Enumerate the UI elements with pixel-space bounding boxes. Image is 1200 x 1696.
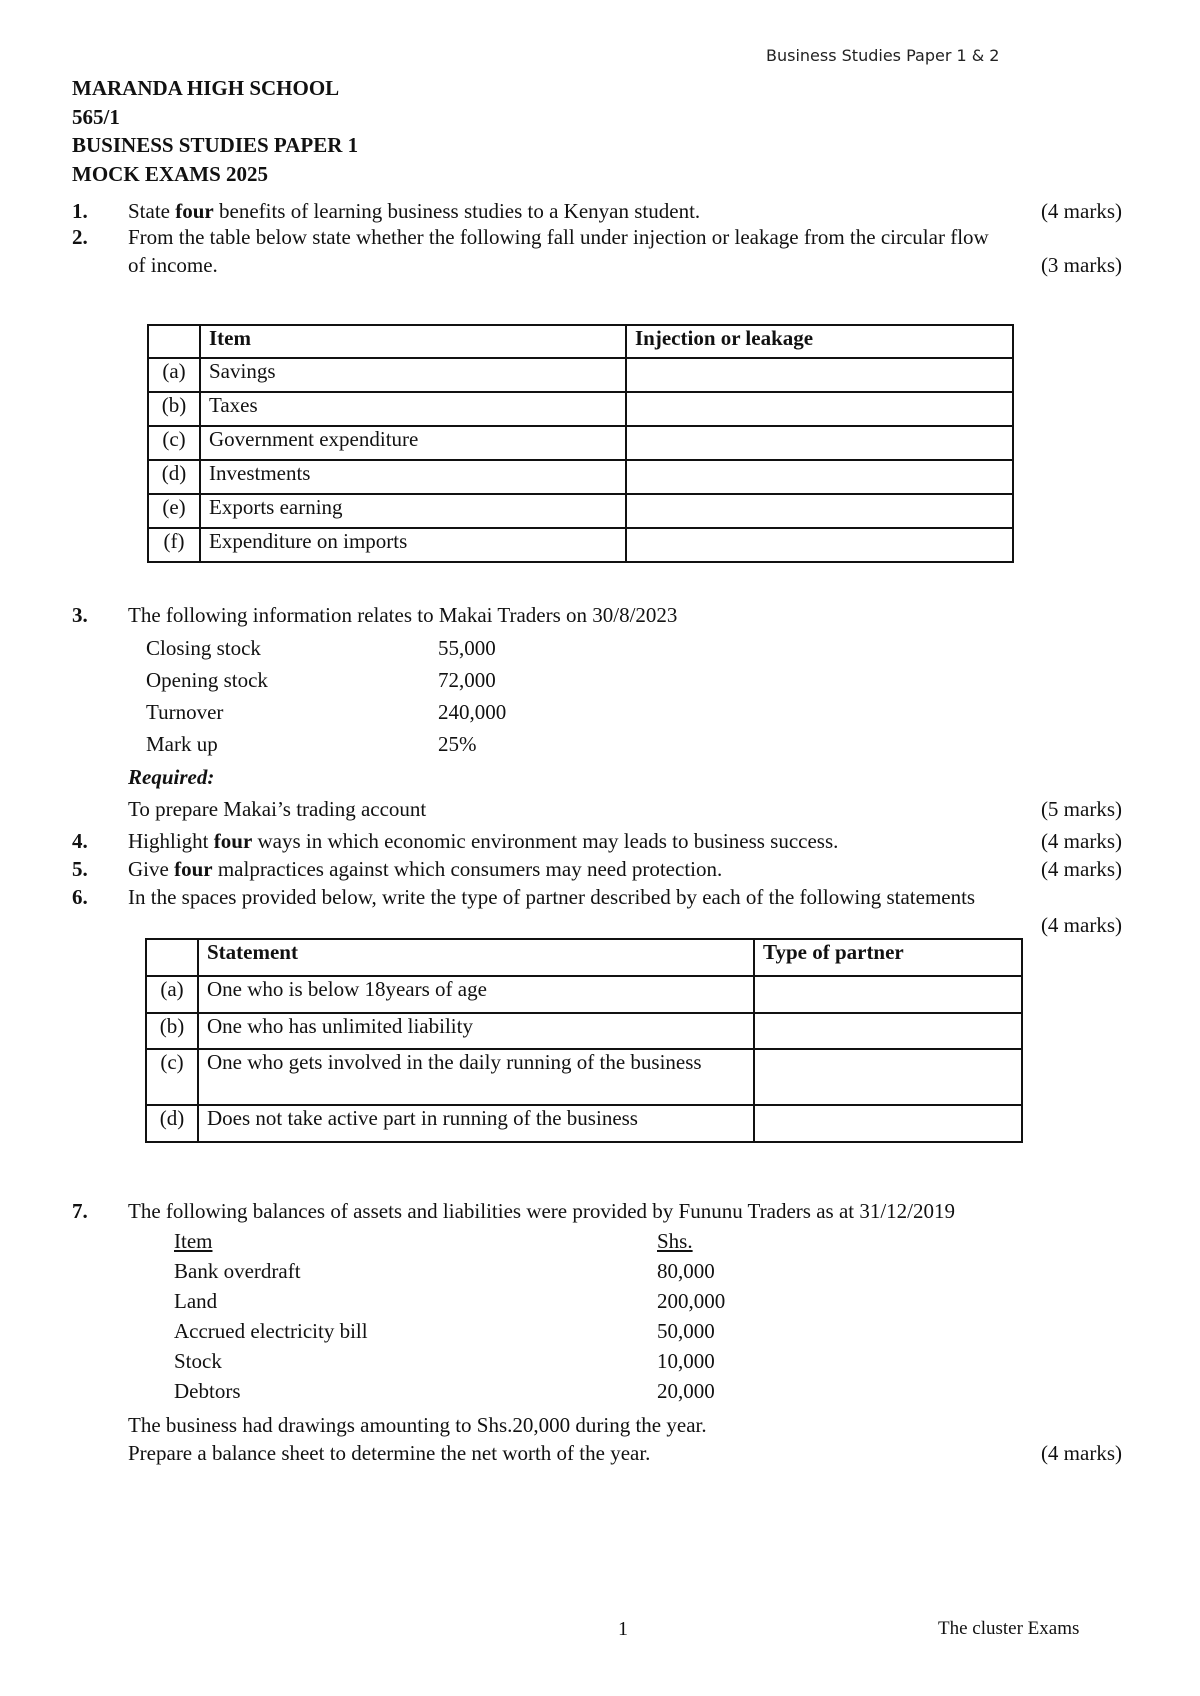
question-2 — [72, 224, 1122, 279]
item-label: Land — [174, 1289, 218, 1313]
list-item — [146, 696, 546, 728]
table-header — [148, 325, 200, 358]
item-label: Stock — [174, 1349, 222, 1373]
list-item — [174, 1286, 774, 1316]
question-6 — [72, 884, 1122, 939]
question-1 — [72, 198, 1122, 226]
marks: (4 marks) — [1040, 829, 1122, 853]
row-label: (c) — [148, 426, 200, 460]
paper-title: BUSINESS STUDIES PAPER 1 — [72, 133, 359, 157]
table-header — [146, 939, 198, 976]
column-header: Shs. — [657, 1229, 693, 1253]
item-label: Turnover — [146, 700, 224, 724]
question-text: benefits of learning business studies to a Kenyan student. — [213, 199, 701, 223]
list-item — [174, 1256, 774, 1286]
item-value: 240,000 — [438, 700, 507, 724]
item-value: 200,000 — [657, 1289, 726, 1313]
answer-cell[interactable] — [626, 460, 1013, 494]
answer-cell[interactable] — [754, 1013, 1022, 1049]
question-text: Give — [128, 857, 175, 881]
list-item — [174, 1316, 774, 1346]
list-item — [146, 728, 546, 760]
table-cell: Government expenditure — [200, 426, 626, 460]
row-label: (a) — [148, 358, 200, 392]
marks: (4 marks) — [1040, 199, 1122, 223]
list-header — [174, 1226, 774, 1256]
question-3-required — [72, 764, 1122, 792]
question-text: To prepare Makai’s trading account — [128, 797, 427, 821]
question-text: of income. — [128, 252, 218, 277]
marks: (5 marks) — [1040, 797, 1122, 821]
table-row — [148, 528, 1013, 562]
marks: (3 marks) — [1040, 252, 1122, 277]
question-5 — [72, 856, 1122, 884]
question-text: malpractices against which consumers may need protection. — [212, 857, 723, 881]
question-text: From the table below state whether the following fall under injection or leakage from the circular flow — [128, 225, 989, 249]
table-header-row — [146, 939, 1022, 976]
question-text: ways in which economic environment may leads to business success. — [252, 829, 839, 853]
table-row — [146, 1013, 1022, 1049]
required-label: Required: — [128, 765, 215, 789]
answer-cell[interactable] — [626, 528, 1013, 562]
table-row — [148, 358, 1013, 392]
list-item — [146, 632, 546, 664]
answer-cell[interactable] — [626, 392, 1013, 426]
table-cell: Investments — [200, 460, 626, 494]
question-4 — [72, 828, 1122, 856]
question-number: 5. — [72, 857, 88, 881]
footer-label: The cluster Exams — [938, 1618, 1080, 1639]
item-value: 20,000 — [657, 1379, 715, 1403]
item-label: Accrued electricity bill — [174, 1319, 368, 1343]
answer-cell[interactable] — [626, 426, 1013, 460]
row-label: (d) — [146, 1105, 198, 1142]
row-label: (d) — [148, 460, 200, 494]
answer-cell[interactable] — [754, 1105, 1022, 1142]
table-row — [148, 460, 1013, 494]
table-row — [146, 976, 1022, 1013]
column-header: Item — [174, 1229, 213, 1253]
list-item — [146, 664, 546, 696]
row-label: (b) — [148, 392, 200, 426]
question-3-task — [72, 796, 1122, 824]
marks: (4 marks) — [1040, 857, 1122, 881]
school-name: MARANDA HIGH SCHOOL — [72, 76, 340, 100]
item-label: Opening stock — [146, 668, 268, 692]
table-header: Item — [200, 325, 626, 358]
question-7 — [72, 1198, 1122, 1226]
fununu-balances — [174, 1226, 774, 1406]
row-label: (a) — [146, 976, 198, 1013]
table-cell: Savings — [200, 358, 626, 392]
item-value: 55,000 — [438, 636, 496, 660]
question-number: 2. — [72, 225, 88, 249]
question-number: 3. — [72, 603, 88, 627]
table-cell: Taxes — [200, 392, 626, 426]
question-text: The following balances of assets and liabilities were provided by Fununu Traders as at 31/12/2019 — [128, 1199, 956, 1223]
table-header: Type of partner — [754, 939, 1022, 976]
item-label: Mark up — [146, 732, 218, 756]
item-label: Bank overdraft — [174, 1259, 301, 1283]
item-value: 80,000 — [657, 1259, 715, 1283]
question-3 — [72, 602, 1122, 630]
question-text: In the spaces provided below, write the type of partner described by each of the following statements — [128, 885, 976, 909]
question-number: 6. — [72, 885, 88, 909]
emphasis: four — [213, 829, 253, 853]
item-value: 50,000 — [657, 1319, 715, 1343]
question-text: Prepare a balance sheet to determine the net worth of the year. — [128, 1440, 651, 1465]
exam-title: MOCK EXAMS 2025 — [72, 161, 268, 186]
makai-figures — [146, 632, 546, 760]
marks: (4 marks) — [1040, 1440, 1122, 1465]
list-item — [174, 1376, 774, 1406]
question-7-note — [72, 1412, 1122, 1467]
partner-type-table — [145, 938, 1023, 1143]
table-header: Injection or leakage — [626, 325, 1013, 358]
emphasis: four — [175, 199, 214, 223]
row-label: (e) — [148, 494, 200, 528]
answer-cell[interactable] — [754, 976, 1022, 1013]
page-number: 1 — [618, 1618, 628, 1640]
table-header-row — [148, 325, 1013, 358]
answer-cell[interactable] — [754, 1049, 1022, 1105]
question-number: 7. — [72, 1199, 88, 1223]
table-row — [146, 1049, 1022, 1105]
injection-leakage-table — [147, 324, 1014, 563]
table-cell: Expenditure on imports — [200, 528, 626, 562]
question-text: The following information relates to Makai Traders on 30/8/2023 — [128, 603, 678, 627]
table-row — [148, 392, 1013, 426]
table-cell: One who gets involved in the daily running of the business — [198, 1049, 754, 1105]
item-label: Closing stock — [146, 636, 261, 660]
title-block — [72, 74, 358, 188]
row-label: (b) — [146, 1013, 198, 1049]
list-item — [174, 1346, 774, 1376]
question-number: 4. — [72, 829, 88, 853]
table-row — [146, 1105, 1022, 1142]
table-cell: Exports earning — [200, 494, 626, 528]
answer-cell[interactable] — [626, 494, 1013, 528]
emphasis: four — [174, 857, 213, 881]
item-label: Debtors — [174, 1379, 241, 1403]
question-text: The business had drawings amounting to Shs.20,000 during the year. — [128, 1413, 707, 1437]
row-label: (f) — [148, 528, 200, 562]
question-text: Highlight — [128, 829, 214, 853]
table-row — [148, 494, 1013, 528]
marks: (4 marks) — [1040, 912, 1122, 937]
table-cell: One who is below 18years of age — [198, 976, 754, 1013]
paper-code: 565/1 — [72, 104, 120, 129]
running-header: Business Studies Paper 1 & 2 — [766, 46, 1000, 65]
item-value: 25% — [438, 732, 477, 756]
item-value: 10,000 — [657, 1349, 715, 1373]
row-label: (c) — [146, 1049, 198, 1105]
question-number: 1. — [72, 199, 88, 223]
item-value: 72,000 — [438, 668, 496, 692]
question-text: State — [128, 199, 176, 223]
table-row — [148, 426, 1013, 460]
table-cell: Does not take active part in running of the business — [198, 1105, 754, 1142]
table-header: Statement — [198, 939, 754, 976]
answer-cell[interactable] — [626, 358, 1013, 392]
table-cell: One who has unlimited liability — [198, 1013, 754, 1049]
